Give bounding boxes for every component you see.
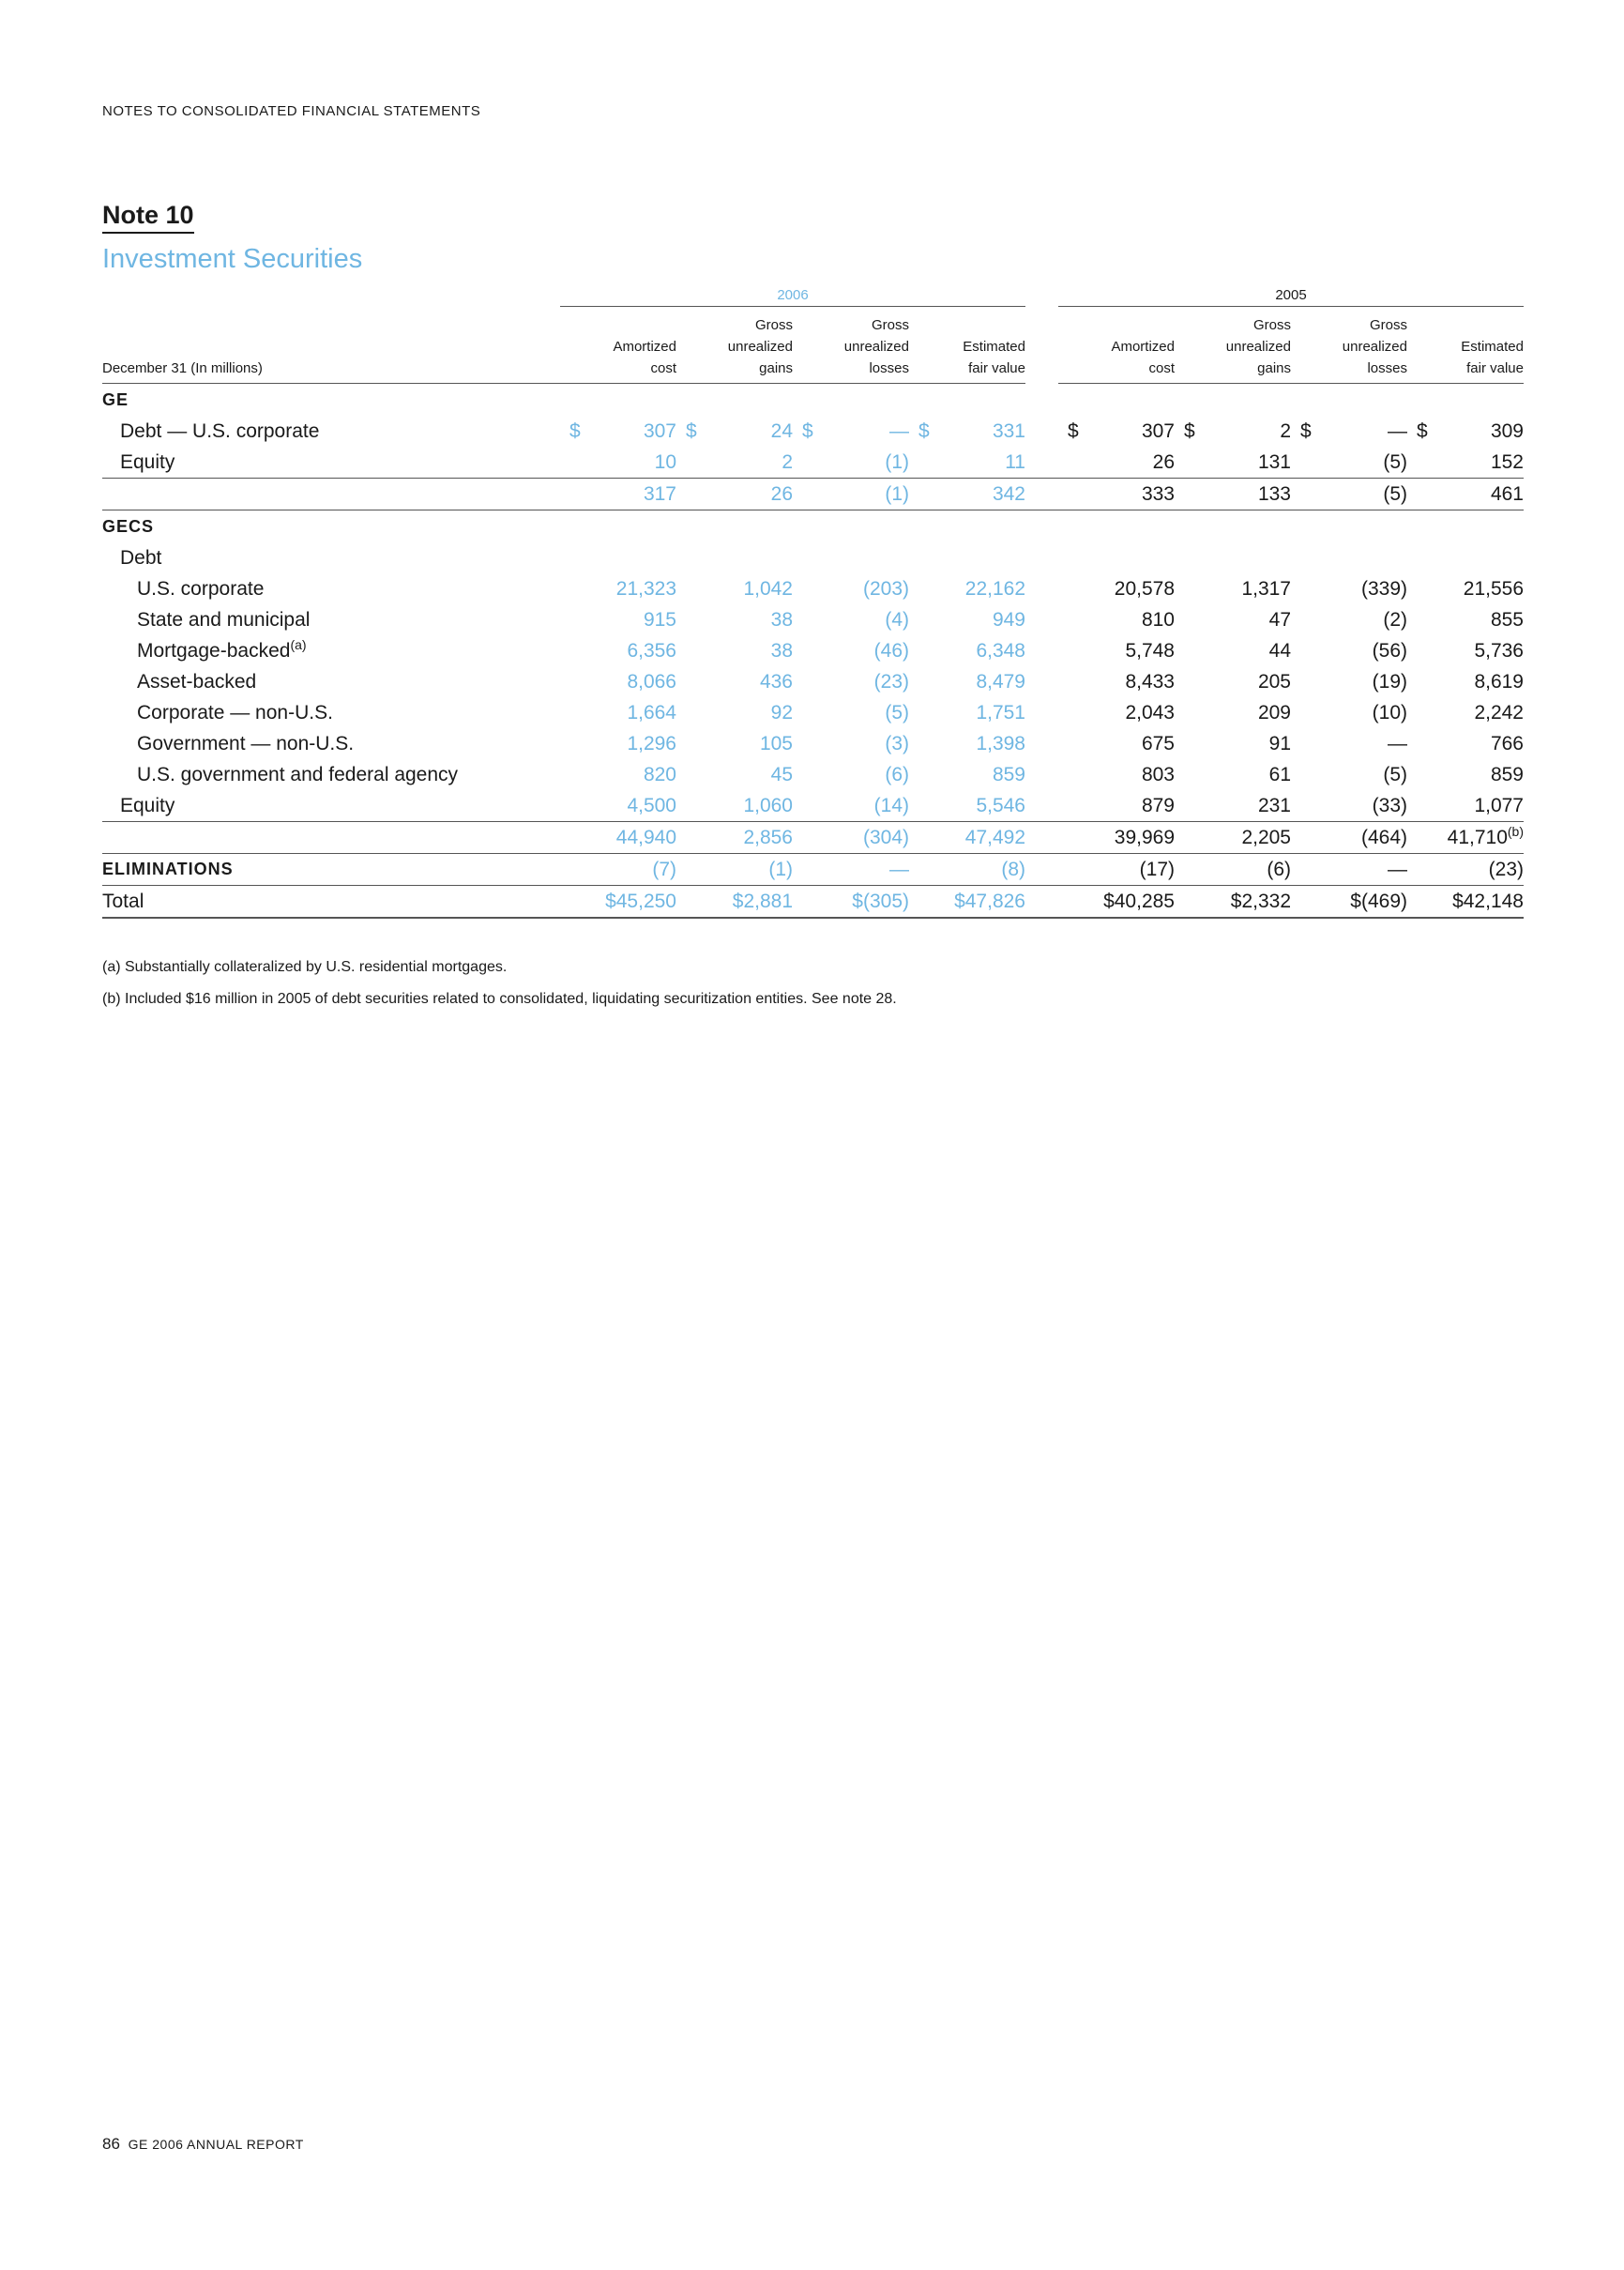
cell-2005-amortized-cost: (17) [1058, 854, 1175, 886]
cell-2006-fair-value: 1,751 [976, 701, 1025, 724]
cell-2006-amortized-cost: (7) [560, 854, 676, 886]
row-label: Total [102, 886, 560, 919]
cell-2006-gross-gains: 45 [770, 763, 793, 785]
cell-2005-amortized-cost: 5,748 [1125, 639, 1175, 662]
row-label: U.S. government and federal agency [137, 763, 459, 785]
section-gecs [102, 510, 1524, 543]
cell-2006-amortized-cost: 10 [654, 450, 676, 473]
cell-2006-fair-value: 1,398 [976, 732, 1025, 754]
cell-2006-gross-losses: (1) [793, 479, 909, 510]
cell-2005-gross-losses: $ — [1300, 419, 1407, 442]
cell-2006-gross-gains: 92 [770, 701, 793, 724]
subtotal-row-gecs [102, 822, 1524, 854]
cell-2006-amortized-cost: 1,296 [627, 732, 676, 754]
cell-2006-gross-gains: 105 [759, 732, 793, 754]
subtotal-row-ge [102, 479, 1524, 510]
note-number: Note 10 [102, 201, 194, 234]
cell-2005-gross-gains: 2,205 [1175, 822, 1291, 854]
page-folio [102, 2135, 304, 2154]
year-2006-label: 2006 [560, 277, 1025, 307]
cell-2006-gross-losses: (1) [885, 450, 909, 473]
table-row [102, 604, 1524, 635]
cell-2006-amortized-cost: 4,500 [627, 794, 676, 816]
cell-2006-fair-value: 8,479 [976, 670, 1025, 693]
cell-2006-gross-losses: (203) [862, 577, 909, 600]
row-label: Asset-backed [137, 670, 257, 693]
cell-2005-fair-value: 859 [1490, 763, 1524, 785]
cell-2006-amortized-cost: 8,066 [627, 670, 676, 693]
cell-2006-gross-gains: 1,060 [743, 794, 793, 816]
cell-2006-amortized-cost: $ 307 [569, 419, 676, 442]
cell-2006-amortized-cost: 1,664 [627, 701, 676, 724]
cell-2006-gross-losses: $ — [802, 419, 909, 442]
row-label [102, 822, 560, 854]
col-gross-losses-2006: Gross unrealized losses [793, 307, 909, 384]
cell-2005-amortized-cost: 803 [1141, 763, 1175, 785]
cell-2005-gross-losses: — [1388, 732, 1407, 754]
cell-2005-amortized-cost: 39,969 [1058, 822, 1175, 854]
row-label: Equity [120, 450, 175, 473]
cell-2006-amortized-cost: 44,940 [560, 822, 676, 854]
note-title: Investment Securities [102, 244, 363, 274]
cell-2006-gross-losses: (6) [885, 763, 909, 785]
cell-2005-amortized-cost: 26 [1152, 450, 1175, 473]
cell-2005-amortized-cost: 810 [1141, 608, 1175, 631]
cell-2005-gross-gains: (6) [1175, 854, 1291, 886]
investment-securities-table [102, 277, 1524, 919]
col-amortized-cost-2005: Amortized cost [1058, 307, 1175, 384]
cell-2006-fair-value: 22,162 [964, 577, 1025, 600]
cell-2005-gross-losses: — [1291, 854, 1407, 886]
cell-2006-gross-losses: (5) [885, 701, 909, 724]
cell-2006-fair-value: $47,826 [909, 886, 1025, 919]
cell-2006-gross-gains: $ 24 [686, 419, 793, 442]
col-amortized-cost-2006: Amortized cost [560, 307, 676, 384]
cell-2005-gross-losses: (19) [1372, 670, 1407, 693]
cell-2005-gross-losses: (2) [1383, 608, 1407, 631]
cell-2005-gross-gains: 205 [1257, 670, 1291, 693]
cell-2005-gross-losses: (5) [1383, 763, 1407, 785]
cell-2005-amortized-cost: 675 [1141, 732, 1175, 754]
row-label: Debt [120, 546, 162, 569]
cell-2005-gross-losses: (10) [1372, 701, 1407, 724]
cell-2006-gross-losses: (4) [885, 608, 909, 631]
cell-2006-gross-gains: 26 [676, 479, 793, 510]
table-row [102, 416, 1524, 447]
cell-2005-gross-gains: 133 [1175, 479, 1291, 510]
cell-2006-amortized-cost: 6,356 [627, 639, 676, 662]
cell-2005-fair-value: 1,077 [1474, 794, 1524, 816]
table-row [102, 573, 1524, 604]
table-row [102, 728, 1524, 759]
year-2005-label: 2005 [1058, 277, 1524, 307]
cell-2005-gross-losses: (33) [1372, 794, 1407, 816]
cell-2006-fair-value: 11 [1005, 450, 1025, 473]
cell-2006-amortized-cost: 820 [643, 763, 676, 785]
cell-2005-gross-losses: (5) [1291, 479, 1407, 510]
cell-2006-fair-value: 342 [909, 479, 1025, 510]
cell-2005-gross-gains: $2,332 [1175, 886, 1291, 919]
row-label: Corporate — non-U.S. [137, 701, 333, 724]
cell-2006-fair-value: (8) [909, 854, 1025, 886]
row-label: ELIMINATIONS [102, 854, 560, 886]
cell-2006-gross-losses: (46) [873, 639, 909, 662]
cell-2005-fair-value: 855 [1490, 608, 1524, 631]
cell-2005-fair-value: $42,148 [1407, 886, 1524, 919]
cell-2006-fair-value: $ 331 [918, 419, 1025, 442]
subsection-debt [102, 542, 1524, 573]
cell-2005-amortized-cost: 333 [1058, 479, 1175, 510]
cell-2005-amortized-cost: 879 [1141, 794, 1175, 816]
cell-2006-amortized-cost: $45,250 [560, 886, 676, 919]
cell-2006-amortized-cost: 21,323 [615, 577, 676, 600]
cell-2005-gross-losses: (5) [1383, 450, 1407, 473]
section-ge [102, 384, 1524, 417]
cell-2005-fair-value: $ 309 [1417, 419, 1524, 442]
cell-2005-amortized-cost: 8,433 [1125, 670, 1175, 693]
table-row [102, 666, 1524, 697]
eliminations-row [102, 854, 1524, 886]
cell-2006-gross-gains: 1,042 [743, 577, 793, 600]
cell-2006-gross-losses: $(305) [793, 886, 909, 919]
cell-2005-fair-value: 2,242 [1474, 701, 1524, 724]
date-label: December 31 (In millions) [102, 307, 560, 384]
cell-2006-amortized-cost: 915 [643, 608, 676, 631]
cell-2005-fair-value: (23) [1407, 854, 1524, 886]
col-gross-gains-2006: Gross unrealized gains [676, 307, 793, 384]
cell-2005-gross-gains: 91 [1268, 732, 1291, 754]
cell-2005-gross-gains: 61 [1268, 763, 1291, 785]
cell-2006-gross-gains: 2,856 [676, 822, 793, 854]
footnote-a: (a) Substantially collateralized by U.S. residential mortgages. [102, 959, 508, 975]
cell-2006-gross-losses: (23) [873, 670, 909, 693]
year-header-row [102, 277, 1524, 307]
cell-2005-amortized-cost: 2,043 [1125, 701, 1175, 724]
cell-2005-amortized-cost: $40,285 [1058, 886, 1175, 919]
row-label [102, 479, 560, 510]
cell-2006-amortized-cost: 317 [560, 479, 676, 510]
section-label: GECS [102, 516, 155, 536]
table-row [102, 697, 1524, 728]
report-name: GE 2006 ANNUAL REPORT [128, 2137, 304, 2152]
cell-2005-gross-gains: 44 [1268, 639, 1291, 662]
table-row [102, 447, 1524, 479]
row-label: Mortgage-backed$^{(a)}$ [137, 636, 307, 662]
cell-2006-gross-losses: (14) [873, 794, 909, 816]
table-row [102, 759, 1524, 790]
col-fair-value-2005: Estimated fair value [1407, 307, 1524, 384]
cell-2005-gross-gains: 1,317 [1241, 577, 1291, 600]
cell-2005-gross-gains: 231 [1257, 794, 1291, 816]
cell-2005-gross-losses: (339) [1360, 577, 1407, 600]
cell-2005-fair-value: 8,619 [1474, 670, 1524, 693]
cell-2005-gross-losses: $(469) [1291, 886, 1407, 919]
cell-2006-gross-gains: 436 [759, 670, 793, 693]
row-label: State and municipal [137, 608, 311, 631]
running-head: NOTES TO CONSOLIDATED FINANCIAL STATEMENTS [102, 103, 481, 119]
cell-2006-fair-value: 5,546 [976, 794, 1025, 816]
col-fair-value-2006: Estimated fair value [909, 307, 1025, 384]
cell-2005-gross-gains: $ 2 [1184, 419, 1291, 442]
cell-2006-gross-losses: (304) [793, 822, 909, 854]
cell-2006-gross-losses: (3) [885, 732, 909, 754]
cell-2005-gross-gains: 131 [1257, 450, 1291, 473]
cell-2006-gross-gains: 38 [770, 608, 793, 631]
col-gross-gains-2005: Gross unrealized gains [1175, 307, 1291, 384]
cell-2005-fair-value: 21,556 [1463, 577, 1524, 600]
table-row [102, 635, 1524, 666]
cell-2006-gross-gains: 38 [770, 639, 793, 662]
cell-2006-fair-value: 6,348 [976, 639, 1025, 662]
table-row [102, 790, 1524, 822]
column-header-row [102, 307, 1524, 384]
col-gross-losses-2005: Gross unrealized losses [1291, 307, 1407, 384]
section-label: GE [102, 389, 129, 409]
cell-2005-amortized-cost: 20,578 [1114, 577, 1175, 600]
cell-2006-gross-gains: 2 [782, 450, 793, 473]
cell-2006-gross-gains: (1) [676, 854, 793, 886]
cell-2005-fair-value: 5,736 [1474, 639, 1524, 662]
footnotes [102, 959, 897, 1023]
total-row [102, 886, 1524, 919]
cell-2005-fair-value: 461 [1407, 479, 1524, 510]
row-label: Government — non-U.S. [137, 732, 355, 754]
row-label: U.S. corporate [137, 577, 265, 600]
footnote-b: (b) Included $16 million in 2005 of debt securities related to consolidated, liquidating securitization entities. See note 28. [102, 991, 897, 1007]
cell-2006-gross-losses: — [793, 854, 909, 886]
cell-2005-gross-gains: 209 [1257, 701, 1291, 724]
cell-2005-gross-losses: (464) [1291, 822, 1407, 854]
cell-2006-gross-gains: $2,881 [676, 886, 793, 919]
cell-2005-fair-value: 41,710$^{(b)}$ [1407, 822, 1524, 854]
cell-2005-gross-losses: (56) [1372, 639, 1407, 662]
cell-2006-fair-value: 949 [992, 608, 1025, 631]
row-label: Debt — U.S. corporate [120, 419, 320, 442]
cell-2005-fair-value: 152 [1490, 450, 1524, 473]
cell-2005-amortized-cost: $ 307 [1068, 419, 1175, 442]
page-number: 86 [102, 2135, 120, 2153]
cell-2005-gross-gains: 47 [1268, 608, 1291, 631]
cell-2006-fair-value: 859 [992, 763, 1025, 785]
cell-2005-fair-value: 766 [1490, 732, 1524, 754]
cell-2006-fair-value: 47,492 [909, 822, 1025, 854]
row-label: Equity [120, 794, 175, 816]
